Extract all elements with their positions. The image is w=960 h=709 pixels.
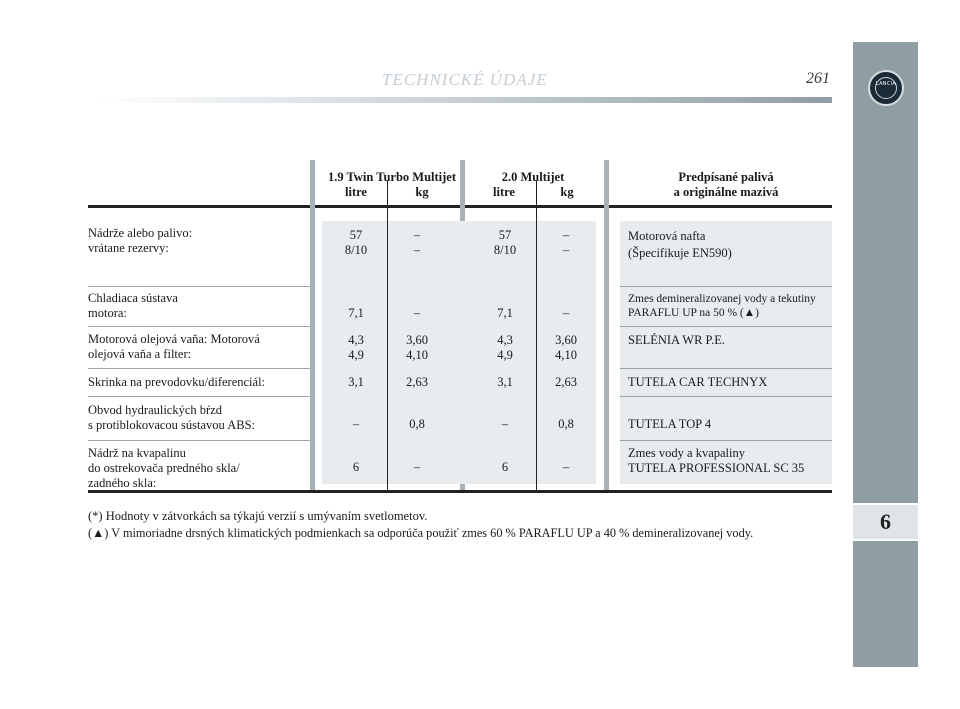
- cell-e2-litre: 6: [501, 460, 509, 474]
- cell-fuel: Motorová nafta (Špecifikuje EN590): [628, 229, 732, 260]
- engine1-unit-litre: litre: [345, 185, 367, 199]
- row-divider: [620, 326, 832, 327]
- row-divider: [88, 368, 310, 369]
- cell-e2-kg: – –: [562, 228, 570, 257]
- cell-fuel: SELÉNIA WR P.E.: [628, 333, 725, 347]
- cell-e1-kg: 2,63: [406, 375, 428, 389]
- column-bar: [604, 160, 609, 490]
- cell-e1-kg: 3,60 4,10: [406, 333, 428, 362]
- cell-e2-litre: –: [501, 417, 509, 431]
- row-label: Chladiaca sústava motora:: [88, 291, 178, 320]
- cell-e1-kg: –: [413, 460, 421, 474]
- row-label: Motorová olejová vaňa: Motorová olejová vaňa a filter:: [88, 332, 260, 361]
- cell-e2-kg: 3,60 4,10: [555, 333, 577, 362]
- cell-e2-litre: 57 8/10: [493, 228, 517, 257]
- row-label: Nádrž na kvapalinu do ostrekovača predného skla/ zadného skla:: [88, 446, 240, 490]
- row-divider: [620, 368, 832, 369]
- row-divider: [88, 440, 310, 441]
- column-divider: [387, 181, 388, 490]
- page-number: 261: [806, 70, 830, 87]
- cell-e2-litre: 4,3 4,9: [497, 333, 513, 362]
- column-bar: [310, 160, 315, 490]
- cell-fuel: Zmes demineralizovanej vody a tekutiny PARAFLU UP na 50 % (▲): [628, 293, 816, 319]
- row-divider: [620, 286, 832, 287]
- cell-e2-kg: –: [562, 460, 570, 474]
- cell-e1-litre: 3,1: [348, 375, 364, 389]
- cell-fuel: Zmes vody a kvapaliny TUTELA PROFESSIONAL SC 35: [628, 446, 805, 475]
- cell-e2-kg: 2,63: [555, 375, 577, 389]
- cell-e1-litre: 6: [352, 460, 360, 474]
- cell-fuel: TUTELA CAR TECHNYX: [628, 375, 768, 389]
- cell-e2-litre: 3,1: [497, 375, 513, 389]
- cell-e1-litre: 7,1: [348, 306, 364, 320]
- logo-text: LANCIA: [875, 81, 897, 87]
- column-divider: [536, 181, 537, 490]
- cell-e1-litre: 57 8/10: [344, 228, 368, 257]
- engine2-unit-litre: litre: [493, 185, 515, 199]
- header-rule: [98, 97, 832, 103]
- row-label: Obvod hydraulických bŕzd s protiblokovacou sústavou ABS:: [88, 403, 256, 432]
- section-title: TECHNICKÉ ÚDAJE: [382, 70, 548, 89]
- row-divider: [88, 286, 310, 287]
- row-label: Skrinka na prevodovku/diferenciál:: [88, 375, 266, 389]
- cell-e2-kg: –: [562, 306, 570, 320]
- row-divider: [88, 326, 310, 327]
- row-divider: [620, 396, 832, 397]
- chapter-tab[interactable]: 6: [853, 503, 918, 541]
- engine1-header: 1.9 Twin Turbo Multijet: [327, 170, 457, 184]
- fuel-header: Predpísané palivá a originálne mazivá: [673, 170, 779, 199]
- engine1-unit-kg: kg: [415, 185, 429, 199]
- cell-e1-kg: – –: [413, 228, 421, 257]
- cell-e1-kg: –: [413, 306, 421, 320]
- row-divider: [620, 440, 832, 441]
- row-label: Nádrže alebo palivo: vrátane rezervy:: [88, 226, 193, 255]
- cell-e2-kg: 0,8: [558, 417, 574, 431]
- cell-fuel: TUTELA TOP 4: [628, 417, 712, 431]
- engine2-header: 2.0 Multijet: [501, 170, 565, 184]
- cell-e1-litre: 4,3 4,9: [348, 333, 364, 362]
- lancia-logo-icon: [868, 70, 904, 106]
- footnote-triangle: (▲) V mimoriadne drsných klimatických podmienkach sa odporúča použiť zmes 60 % PARAFLU UP a 40 % demineralizovanej vody.: [88, 526, 754, 540]
- row-divider: [88, 396, 310, 397]
- engine2-unit-kg: kg: [560, 185, 574, 199]
- cell-e2-litre: 7,1: [497, 306, 513, 320]
- footnote-asterisk: (*) Hodnoty v zátvorkách sa týkajú verzií s umývaním svetlometov.: [88, 509, 428, 523]
- cell-e1-kg: 0,8: [409, 417, 425, 431]
- chapter-sidebar: [853, 42, 918, 667]
- cell-e1-litre: –: [352, 417, 360, 431]
